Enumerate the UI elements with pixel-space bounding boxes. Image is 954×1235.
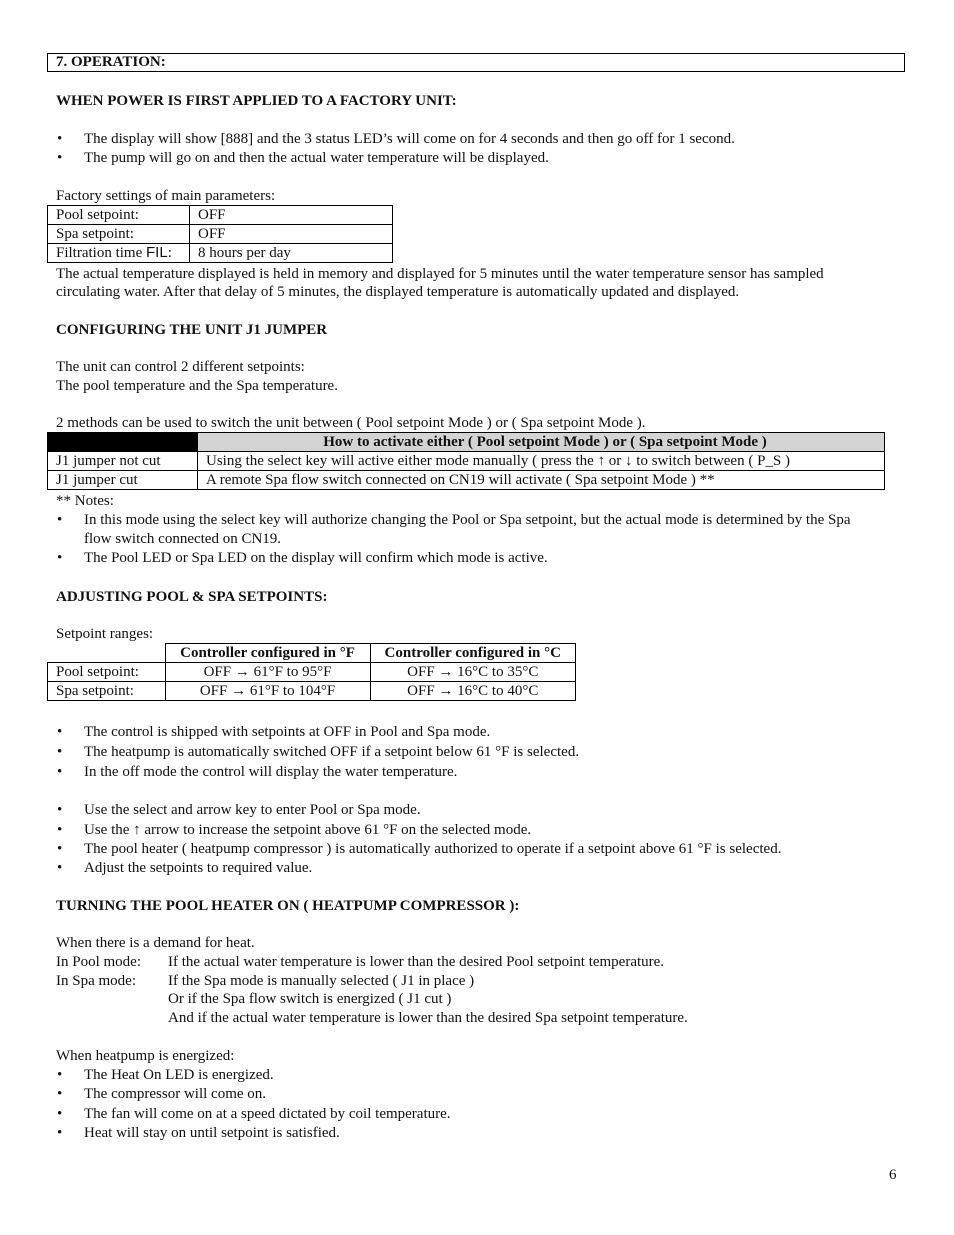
table-row: [48, 682, 576, 701]
table-row: [48, 644, 576, 663]
table-header: Controller configured in °F: [165, 644, 370, 663]
pool-mode-text: If the actual water temperature is lower than the desired Pool setpoint temperature.: [168, 954, 665, 970]
bullet-icon: •: [57, 1086, 63, 1102]
table-cell: A remote Spa flow switch connected on CN19 will activate ( Spa setpoint Mode ) **: [198, 471, 885, 490]
heading-jumper: CONFIGURING THE UNIT J1 JUMPER: [56, 322, 328, 338]
table-row: [48, 452, 885, 471]
jumper-table: [47, 432, 885, 490]
paragraph-line: circulating water. After that delay of 5 minutes, the displayed temperature is automatically updated and displayed.: [56, 284, 740, 300]
bullet-icon: •: [57, 841, 63, 857]
bullet-icon: •: [57, 131, 63, 147]
pool-mode-label: In Pool mode:: [56, 954, 141, 970]
setpoint-ranges-table: [47, 643, 576, 701]
table-row: [48, 225, 393, 244]
bullet-icon: •: [57, 150, 63, 166]
spa-mode-text: And if the actual water temperature is lower than the desired Spa setpoint temperature.: [168, 1010, 688, 1026]
energized-label: When heatpump is energized:: [56, 1048, 235, 1064]
bullet-icon: •: [57, 1125, 63, 1141]
table-cell: J1 jumper not cut: [48, 452, 198, 471]
bullet-icon: •: [57, 764, 63, 780]
bullet-icon: •: [57, 802, 63, 818]
table-cell: Pool setpoint:: [48, 663, 166, 682]
table-header: How to activate either ( Pool setpoint Mode ) or ( Spa setpoint Mode ): [198, 433, 885, 452]
table-header: Controller configured in °C: [370, 644, 576, 663]
table-cell: OFF → 16°C to 40°C: [370, 682, 576, 701]
table-cell: 8 hours per day: [190, 244, 393, 263]
table-cell: OFF: [190, 225, 393, 244]
spa-mode-label: In Spa mode:: [56, 973, 136, 989]
ranges-label: Setpoint ranges:: [56, 626, 154, 642]
bullet-icon: •: [57, 724, 63, 740]
table-cell: OFF → 61°F to 104°F: [165, 682, 370, 701]
table-row: [48, 433, 885, 452]
table-header-blank: [48, 433, 198, 452]
table-cell: Filtration time FIL:: [48, 244, 190, 263]
bullet-icon: •: [57, 822, 63, 838]
heading-adjust: ADJUSTING POOL & SPA SETPOINTS:: [56, 589, 328, 605]
paragraph-line: The actual temperature displayed is held in memory and displayed for 5 minutes until the water temperature sensor has sampled: [56, 266, 824, 282]
paragraph-line: 2 methods can be used to switch the unit between ( Pool setpoint Mode ) or ( Spa setpoint Mode ).: [56, 415, 646, 431]
bullet-icon: •: [57, 1067, 63, 1083]
factory-settings-label: Factory settings of main parameters:: [56, 188, 276, 204]
notes-label: ** Notes:: [56, 493, 114, 509]
paragraph-line: The pool temperature and the Spa temperature.: [56, 378, 338, 394]
page-number: 6: [889, 1167, 897, 1183]
table-row: [48, 206, 393, 225]
fil-code: FIL: [146, 244, 168, 261]
table-cell: J1 jumper cut: [48, 471, 198, 490]
table-row: [48, 663, 576, 682]
table-header-blank: [48, 644, 166, 663]
table-cell: Using the select key will active either mode manually ( press the ↑ or ↓ to switch between ( P_S ): [198, 452, 885, 471]
bullet-icon: •: [57, 550, 63, 566]
table-cell: Spa setpoint:: [48, 682, 166, 701]
paragraph-line: The unit can control 2 different setpoints:: [56, 359, 305, 375]
table-cell: OFF → 61°F to 95°F: [165, 663, 370, 682]
table-cell: Pool setpoint:: [48, 206, 190, 225]
section-title: 7. OPERATION:: [47, 53, 905, 72]
bullet-icon: •: [57, 860, 63, 876]
bullet-icon: •: [57, 744, 63, 760]
spa-mode-text: Or if the Spa flow switch is energized ( J1 cut ): [168, 991, 452, 1007]
bullet-icon: •: [57, 512, 63, 528]
document-page: 7. OPERATION: WHEN POWER IS FIRST APPLIED TO A FACTORY UNIT: • The display will show [888] and the 3 status LED’s will come on for 4 seconds and then go off for 1 second. • The pump will go on and then the actual water temperature will be displayed. Factory settings of main parameters: Pool setpoint: OFF Spa setpoint: OFF Filtration time FIL: 8 hours per day The actual temperature displayed is held in memory and displayed for 5 minutes until the water temperature sensor has sampled circulating water. After that delay of 5 minutes, the displayed temperature is automatically updated and displayed. CONFIGURING THE UNIT J1 JUMPER The unit can control 2 different setpoints: The pool temperature and the Spa temperature. 2 methods can be used to switch the unit between ( Pool setpoint Mode ) or ( Spa setpoint Mode ). How to activate either ( Pool setpoint Mode ) or ( Spa setpoint Mode ) J1 jumper not cut Using the select key will active either mode manually ( press the ↑ or ↓ to switch between ( P_S ) J1 jumper cut A remote Spa flow switch connected on CN19 will activate ( Spa setpoint Mode ) ** ** Notes: • In this mode using the select key will authorize changing the Pool or Spa setpoint, but the actual mode is determined by the Spa flow switch connected on CN19. • The Pool LED or Spa LED on the display will confirm which mode is active. ADJUSTING POOL & SPA SETPOINTS: Setpoint ranges: Controller configured in °F Controller configured in °C Pool setpoint: OFF → 61°F to 95°F OFF → 16°C to 35°C Spa setpoint: OFF → 61°F to 104°F OFF → 16°C to 40°C • The control is shipped with setpoints at OFF in Pool and Spa mode. • The heatpump is automatically switched OFF if a setpoint below 61 °F is selected. • In the off mode the control will display the water temperature. • Use the select and arrow key to enter Pool or Spa mode. • Use the ↑ arrow to increase the setpoint above 61 °F on the selected mode. • The pool heater ( heatpump compressor ) is automatically authorized to operate if a setpoint above 61 °F is selected. • Adjust the setpoints to required value. TURNING THE POOL HEATER ON ( HEATPUMP COMPRESSOR ): When there is a demand for heat. In Pool mode: If the actual water temperature is lower than the desired Pool setpoint temperature. In Spa mode: If the Spa mode is manually selected ( J1 in place ) Or if the Spa flow switch is energized ( J1 cut ) And if the actual water temperature is lower than the desired Spa setpoint temperature. When heatpump is energized: • The Heat On LED is energized. • The compressor will come on. • The fan will come on at a speed dictated by coil temperature. • Heat will stay on until setpoint is satisfied. 6: [0, 0, 954, 1235]
factory-settings-table: [47, 205, 393, 263]
heading-power-applied: WHEN POWER IS FIRST APPLIED TO A FACTORY UNIT:: [56, 93, 457, 109]
table-cell: OFF → 16°C to 35°C: [370, 663, 576, 682]
spa-mode-text: If the Spa mode is manually selected ( J1 in place ): [168, 973, 475, 989]
bullet-icon: •: [57, 1106, 63, 1122]
table-row: [48, 471, 885, 490]
heading-heater: TURNING THE POOL HEATER ON ( HEATPUMP COMPRESSOR ):: [56, 898, 520, 914]
table-row: [48, 244, 393, 263]
paragraph-line: When there is a demand for heat.: [56, 935, 255, 951]
table-cell: OFF: [190, 206, 393, 225]
table-cell: Spa setpoint:: [48, 225, 190, 244]
